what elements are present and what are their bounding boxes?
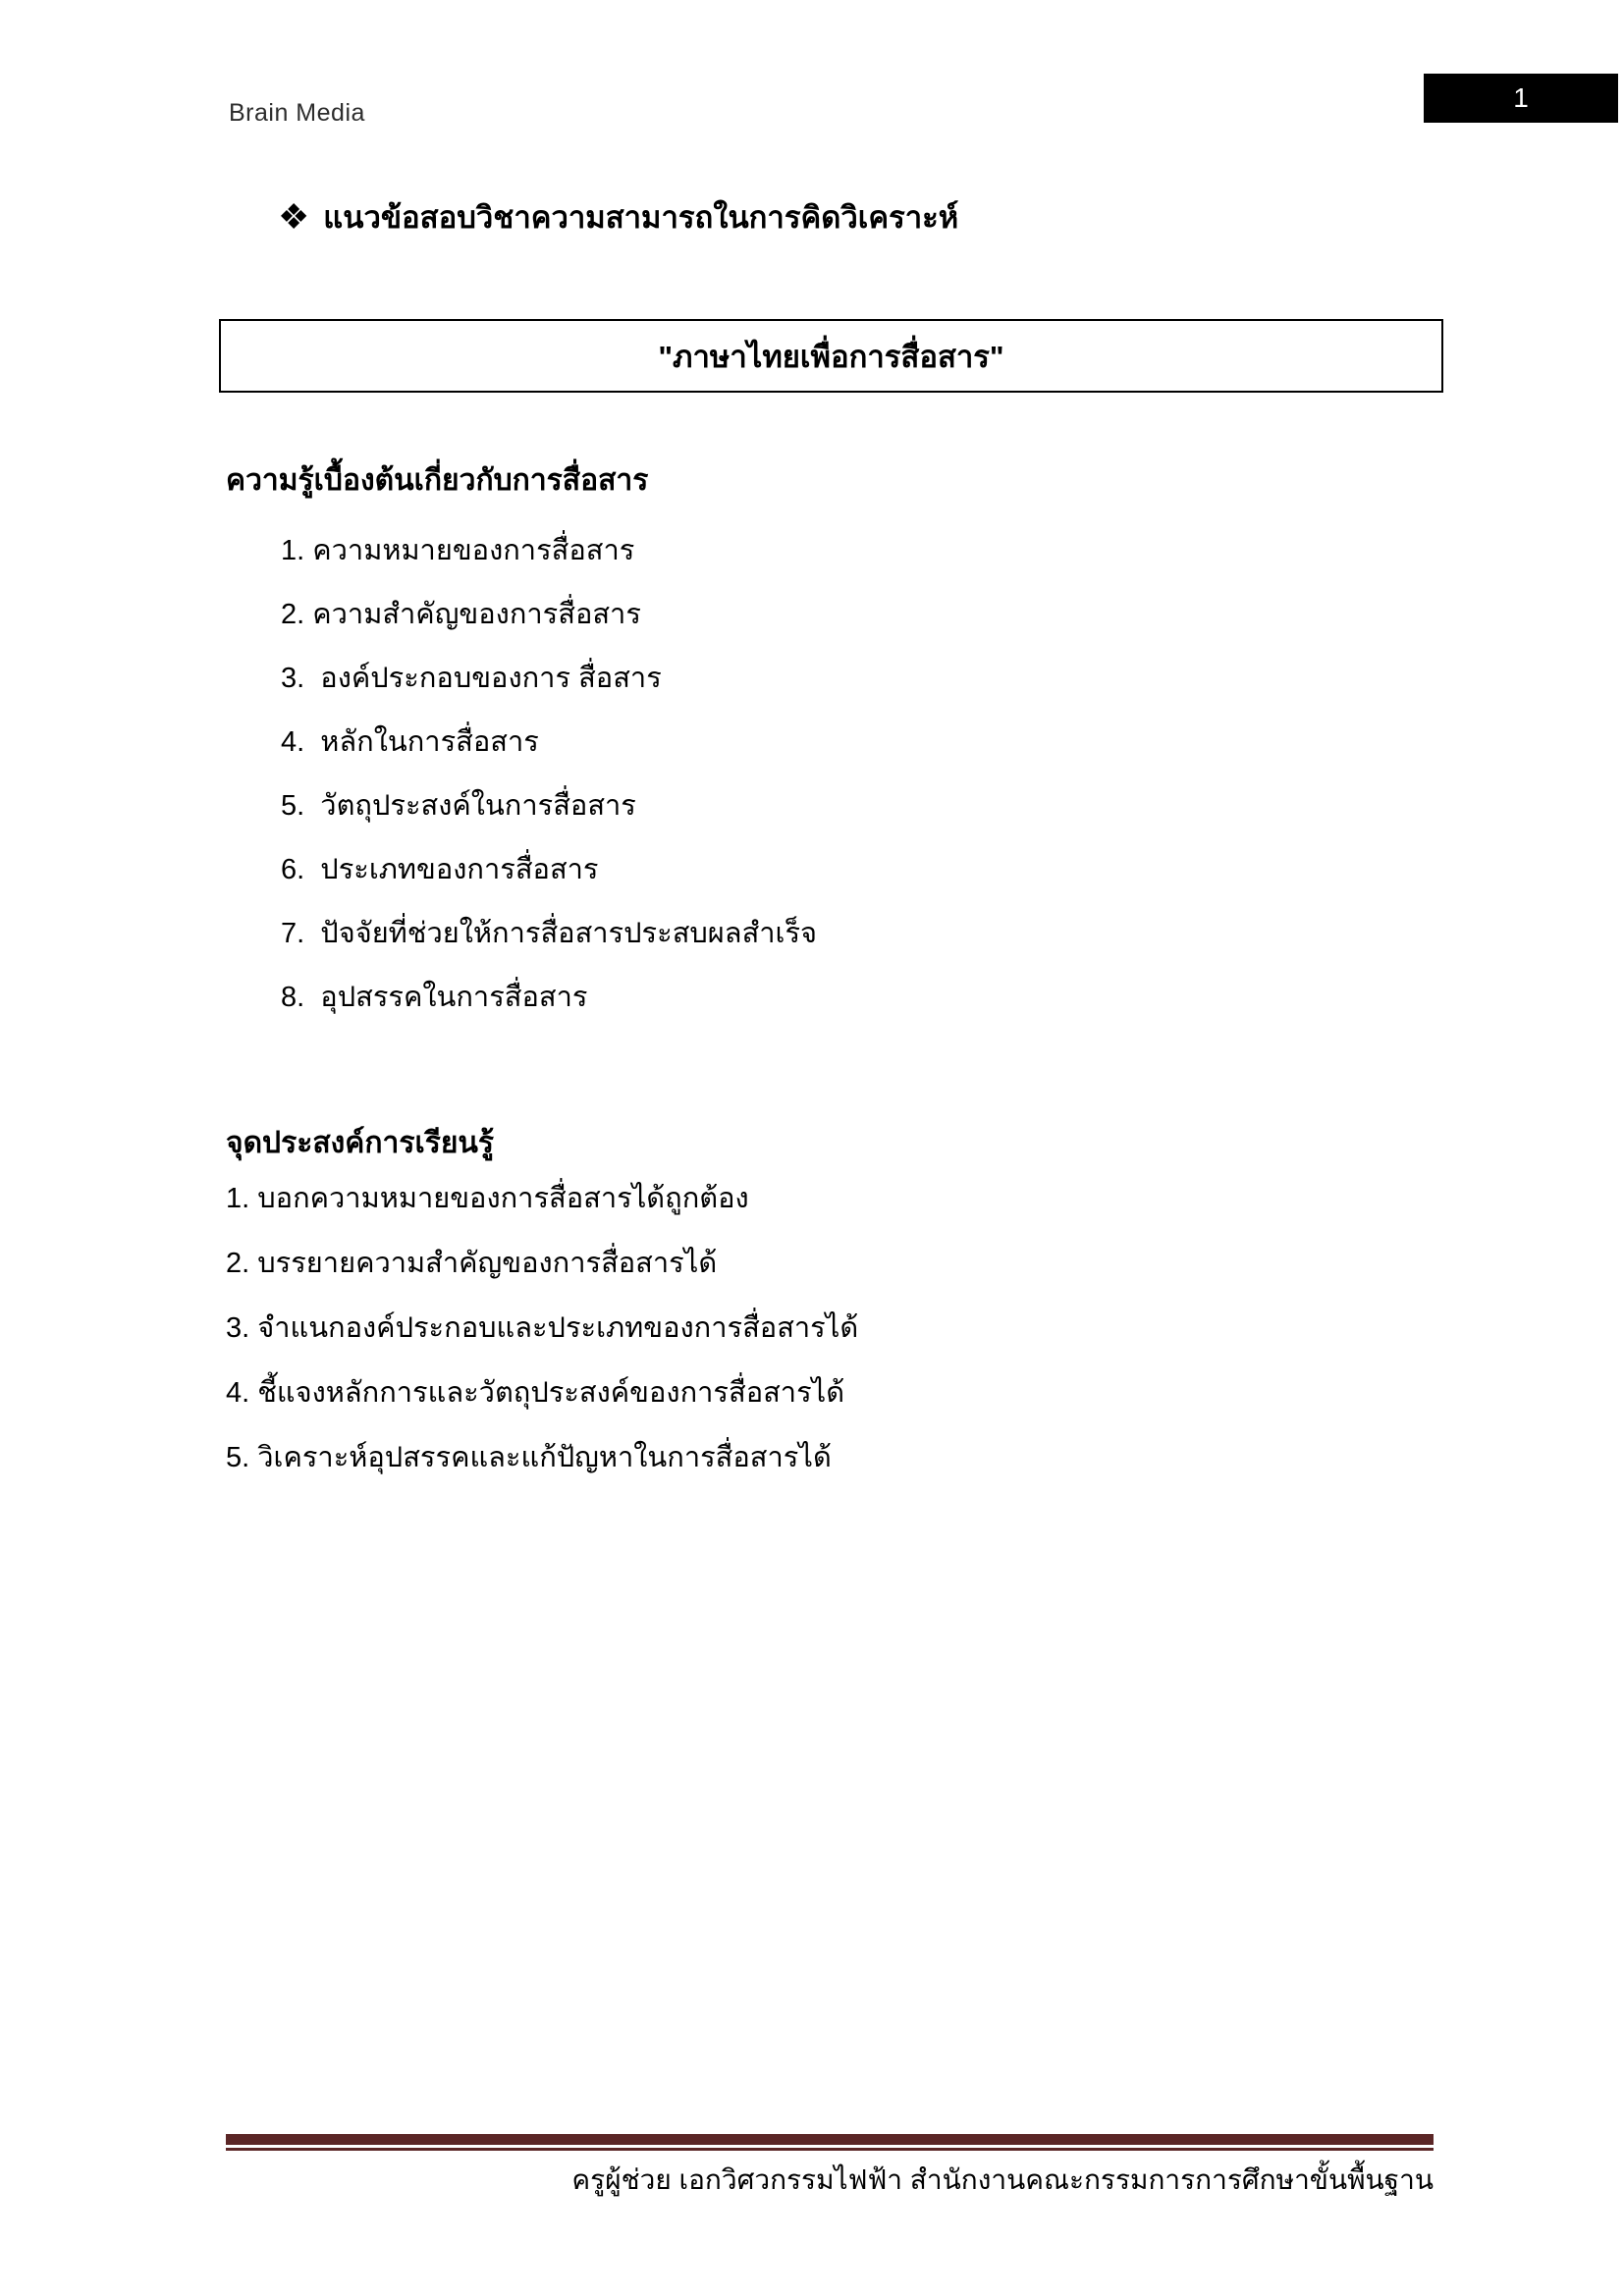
list-item: 5. วัตถุประสงค์ในการสื่อสาร: [281, 790, 636, 822]
list-item: 5. วิเคราะห์อุปสรรคและแก้ปัญหาในการสื่อสารได้: [226, 1442, 832, 1473]
footer-rule-thick: [226, 2134, 1434, 2145]
section-heading-intro: ความรู้เบื้องต้นเกี่ยวกับการสื่อสาร: [226, 464, 649, 497]
list-item: 3. จำแนกองค์ประกอบและประเภทของการสื่อสารได้: [226, 1312, 859, 1344]
exam-heading: [278, 192, 958, 241]
list-item: 2. บรรยายความสำคัญของการสื่อสารได้: [226, 1248, 718, 1279]
list-item: 1. ความหมายของการสื่อสาร: [281, 535, 635, 566]
exam-heading-text: แนวข้อสอบวิชาความสามารถในการคิดวิเคราะห์: [323, 200, 959, 235]
list-item: 4. หลักในการสื่อสาร: [281, 726, 539, 758]
section-heading-objectives: จุดประสงค์การเรียนรู้: [226, 1127, 495, 1159]
intro-topics-list: [281, 533, 1361, 1043]
learning-objectives-list: [226, 1181, 1384, 1505]
list-item: 7. ปัจจัยที่ช่วยให้การสื่อสารประสบผลสำเร็จ: [281, 918, 818, 949]
brand-label: Brain Media: [229, 99, 365, 127]
list-item: 4. ชี้แจงหลักการและวัตถุประสงค์ของการสื่อสารได้: [226, 1377, 845, 1409]
list-item: 3. องค์ประกอบของการ สื่อสาร: [281, 663, 662, 694]
footer-rule-thin: [226, 2148, 1434, 2151]
diamond-bullet-icon: ❖: [278, 196, 310, 237]
page-number: 1: [1513, 82, 1529, 113]
list-item: 1. บอกความหมายของการสื่อสารได้ถูกต้อง: [226, 1183, 749, 1214]
page-number-badge: [1424, 74, 1618, 123]
list-item: 6. ประเภทของการสื่อสาร: [281, 854, 599, 885]
list-item: 8. อุปสรรคในการสื่อสาร: [281, 982, 588, 1013]
title-box: [219, 319, 1443, 393]
title-box-text: "ภาษาไทยเพื่อการสื่อสาร": [658, 339, 1004, 374]
list-item: 2. ความสำคัญของการสื่อสาร: [281, 599, 641, 630]
footer-credit: ครูผู้ช่วย เอกวิศวกรรมไฟฟ้า สำนักงานคณะกรรมการการศึกษาขั้นพื้นฐาน: [571, 2164, 1434, 2195]
